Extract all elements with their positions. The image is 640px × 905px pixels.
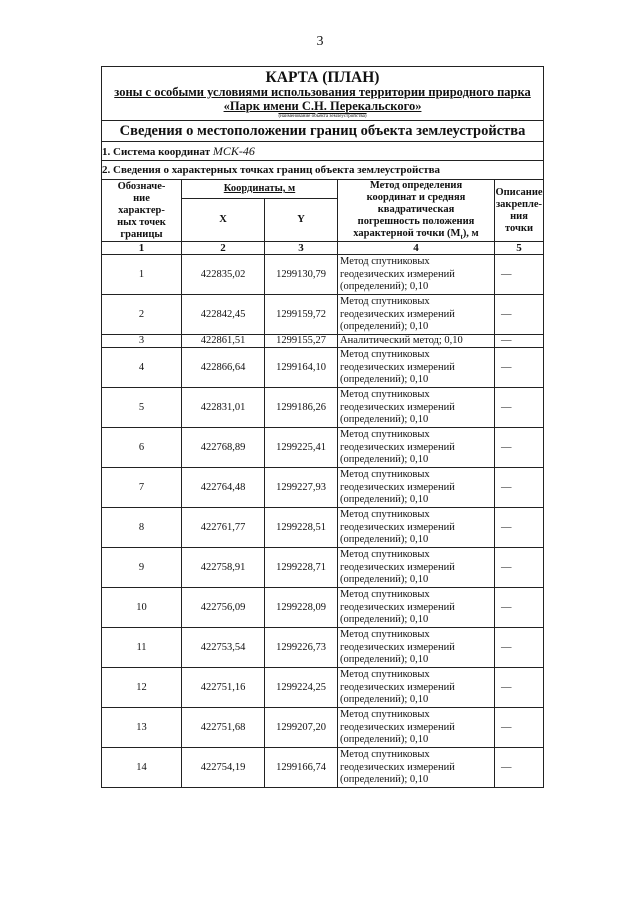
table-row [102, 348, 544, 388]
point-number: 3 [102, 335, 182, 348]
method-line: (определений); 0,10 [340, 534, 429, 546]
method-line: геодезических измерений [340, 401, 455, 413]
method-line: (определений); 0,10 [340, 454, 429, 466]
method-cell [338, 668, 495, 708]
method-line: Метод спутниковых [340, 508, 430, 520]
point-number: 5 [102, 388, 182, 428]
point-number: 10 [102, 588, 182, 628]
method-cell [338, 388, 495, 428]
coord-x: 422753,54 [182, 628, 265, 668]
method-line: Метод спутниковых [340, 628, 430, 640]
coord-y: 1299227,93 [265, 468, 338, 508]
method-line: Метод спутниковых [340, 548, 430, 560]
method-line: (определений); 0,10 [340, 374, 429, 386]
method-cell [338, 428, 495, 468]
coord-x: 422756,09 [182, 588, 265, 628]
coord-x: 422761,77 [182, 508, 265, 548]
method-cell [338, 588, 495, 628]
coord-x: 422751,68 [182, 708, 265, 748]
method-line: геодезических измерений [340, 361, 455, 373]
fixation-description: — [495, 708, 544, 748]
coord-y: 1299155,27 [265, 335, 338, 348]
fixation-description: — [495, 468, 544, 508]
method-line: геодезических измерений [340, 681, 455, 693]
coord-y: 1299159,72 [265, 295, 338, 335]
method-line: Метод спутниковых [340, 295, 430, 307]
method-line: геодезических измерений [340, 521, 455, 533]
point-number: 4 [102, 348, 182, 388]
point-number: 12 [102, 668, 182, 708]
method-line: геодезических измерений [340, 268, 455, 280]
method-cell [338, 468, 495, 508]
method-cell [338, 508, 495, 548]
coord-system-value: МСК-46 [212, 143, 255, 158]
col-header-y: Y [265, 199, 338, 242]
method-line: (определений); 0,10 [340, 654, 429, 666]
point-number: 2 [102, 295, 182, 335]
col-header-coords: Координаты, м [182, 180, 338, 199]
object-name-caption: (наименование объекта землеустройства) [278, 113, 367, 119]
table-row [102, 708, 544, 748]
table-row [102, 388, 544, 428]
coord-x: 422764,48 [182, 468, 265, 508]
method-line: геодезических измерений [340, 601, 455, 613]
coord-y: 1299225,41 [265, 428, 338, 468]
method-cell [338, 335, 495, 348]
coord-x: 422758,91 [182, 548, 265, 588]
coord-y: 1299164,10 [265, 348, 338, 388]
method-line: (определений); 0,10 [340, 574, 429, 586]
method-cell [338, 255, 495, 295]
col-header-method: Метод определения координат и средняя квадратическая погрешность положения характерной точки $(M_t)$, м [338, 180, 495, 242]
method-line: геодезических измерений [340, 561, 455, 573]
method-line: Аналитический метод; 0,10 [340, 335, 463, 347]
column-number: 2 [182, 242, 265, 255]
method-cell [338, 295, 495, 335]
fixation-description: — [495, 255, 544, 295]
fixation-description: — [495, 548, 544, 588]
document-title: КАРТА (ПЛАН) [265, 69, 380, 86]
method-cell [338, 548, 495, 588]
coord-y: 1299186,26 [265, 388, 338, 428]
point-number: 6 [102, 428, 182, 468]
fixation-description: — [495, 428, 544, 468]
document-subtitle-line2: «Парк имени С.Н. Перекальского» [223, 98, 422, 113]
col-header-x: X [182, 199, 265, 242]
method-line: (определений); 0,10 [340, 414, 429, 426]
method-line: (определений); 0,10 [340, 494, 429, 506]
fixation-description: — [495, 388, 544, 428]
column-number: 3 [265, 242, 338, 255]
method-line: (определений); 0,10 [340, 321, 429, 333]
method-line: (определений); 0,10 [340, 614, 429, 626]
fixation-description: — [495, 588, 544, 628]
coord-system-row [102, 142, 544, 161]
boundary-points-table [101, 66, 544, 788]
point-number: 8 [102, 508, 182, 548]
coord-y: 1299130,79 [265, 255, 338, 295]
fixation-description: — [495, 508, 544, 548]
method-line: (определений); 0,10 [340, 774, 429, 786]
page-number: 3 [316, 34, 324, 49]
column-number: 5 [495, 242, 544, 255]
coord-x: 422835,02 [182, 255, 265, 295]
method-line: геодезических измерений [340, 721, 455, 733]
method-line: геодезических измерений [340, 481, 455, 493]
method-line: Метод спутниковых [340, 388, 430, 400]
method-line: Метод спутниковых [340, 668, 430, 680]
coord-y: 1299228,09 [265, 588, 338, 628]
table-row [102, 295, 544, 335]
point-number: 9 [102, 548, 182, 588]
coord-system-label: 1. Система координат [102, 145, 213, 158]
table-row [102, 748, 544, 788]
fixation-description: — [495, 335, 544, 348]
table-row [102, 255, 544, 295]
coord-y: 1299207,20 [265, 708, 338, 748]
table-row [102, 428, 544, 468]
table-row [102, 628, 544, 668]
method-line: Метод спутниковых [340, 588, 430, 600]
coord-x: 422768,89 [182, 428, 265, 468]
column-number: 4 [338, 242, 495, 255]
coord-x: 422861,51 [182, 335, 265, 348]
coord-x: 422751,16 [182, 668, 265, 708]
method-line: (определений); 0,10 [340, 694, 429, 706]
table-row [102, 335, 544, 348]
document-header [102, 67, 544, 121]
coord-x: 422754,19 [182, 748, 265, 788]
coord-x: 422866,64 [182, 348, 265, 388]
column-number: 1 [102, 242, 182, 255]
point-number: 1 [102, 255, 182, 295]
point-number: 7 [102, 468, 182, 508]
fixation-description: — [495, 295, 544, 335]
method-line: геодезических измерений [340, 641, 455, 653]
section-title: Сведения о местоположении границ объекта землеустройства [102, 121, 544, 142]
point-number: 14 [102, 748, 182, 788]
table-row [102, 588, 544, 628]
method-line: Метод спутниковых [340, 708, 430, 720]
coord-y: 1299228,51 [265, 508, 338, 548]
method-line: (определений); 0,10 [340, 281, 429, 293]
method-line: (определений); 0,10 [340, 734, 429, 746]
fixation-description: — [495, 348, 544, 388]
method-line: геодезических измерений [340, 308, 455, 320]
method-line: геодезических измерений [340, 761, 455, 773]
method-cell [338, 348, 495, 388]
fixation-description: — [495, 628, 544, 668]
method-line: геодезических измерений [340, 441, 455, 453]
coord-x: 422831,01 [182, 388, 265, 428]
point-number: 11 [102, 628, 182, 668]
fixation-description: — [495, 668, 544, 708]
coord-y: 1299228,71 [265, 548, 338, 588]
coord-y: 1299224,25 [265, 668, 338, 708]
col-header-description: Описание закрепле- ния точки [495, 180, 544, 242]
point-number: 13 [102, 708, 182, 748]
method-cell [338, 708, 495, 748]
method-line: Метод спутниковых [340, 748, 430, 760]
coord-y: 1299226,73 [265, 628, 338, 668]
method-line: Метод спутниковых [340, 428, 430, 440]
method-line: Метод спутниковых [340, 255, 430, 267]
coord-x: 422842,45 [182, 295, 265, 335]
method-cell [338, 628, 495, 668]
col-header-designation: Обозначе- ние характер- ных точек границы [102, 180, 182, 242]
document-subtitle-line1: зоны с особыми условиями использования территории природного парка [114, 85, 531, 100]
table-row [102, 668, 544, 708]
char-points-title: 2. Сведения о характерных точках границ объекта землеустройства [102, 161, 544, 180]
method-line: Метод спутниковых [340, 468, 430, 480]
method-cell [338, 748, 495, 788]
column-number-row [102, 242, 544, 255]
table-row [102, 548, 544, 588]
table-row [102, 468, 544, 508]
coord-y: 1299166,74 [265, 748, 338, 788]
fixation-description: — [495, 748, 544, 788]
table-row [102, 508, 544, 548]
method-line: Метод спутниковых [340, 348, 430, 360]
